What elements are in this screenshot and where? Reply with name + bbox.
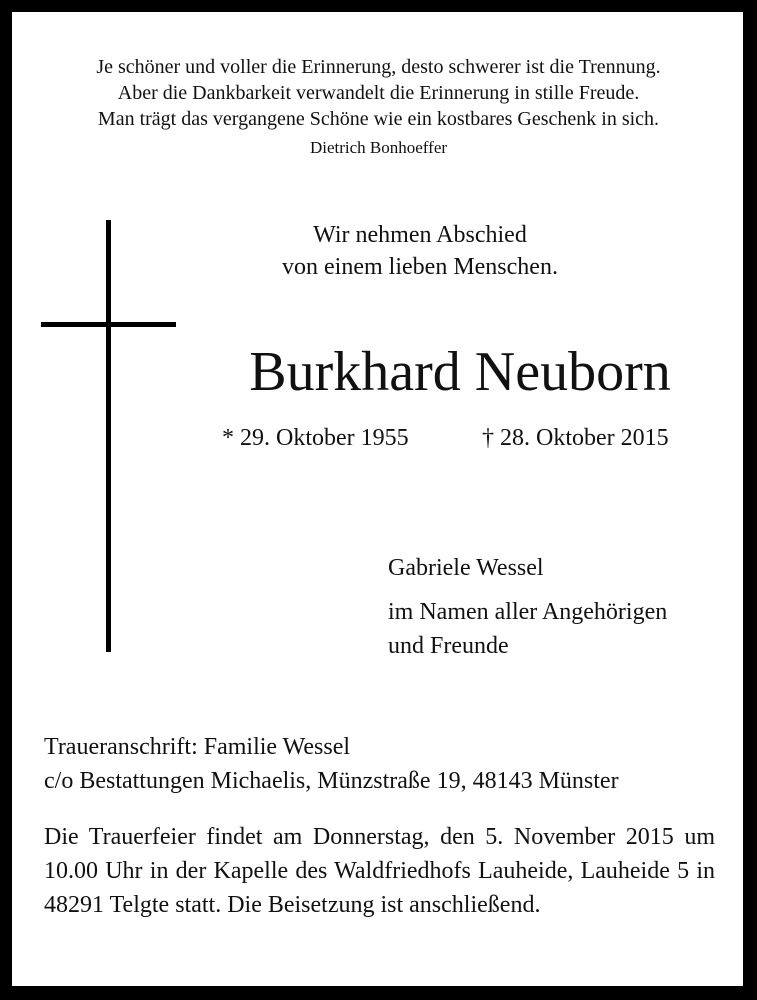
mourning-address bbox=[44, 730, 619, 798]
deceased-name: Burkhard Neuborn bbox=[249, 341, 671, 403]
mourner-group bbox=[388, 595, 667, 663]
mourner-group-line-2: und Freunde bbox=[388, 633, 509, 659]
cross-icon-horizontal-bar bbox=[41, 322, 176, 327]
quote-line: Aber die Dankbarkeit verwandelt die Erinnerung in stille Freude. bbox=[117, 82, 640, 104]
cross-icon-vertical-bar bbox=[106, 220, 111, 652]
quote-line: Man trägt das vergangene Schöne wie ein kostbares Geschenk in sich. bbox=[97, 108, 660, 130]
address-line-2: c/o Bestattungen Michaelis, Münzstraße 19, 48143 Münster bbox=[44, 768, 619, 794]
funeral-service-info: Die Trauerfeier findet am Donnerstag, den 5. November 2015 um 10.00 Uhr in der Kapelle des Waldfriedhofs Lauheide, Lauheide 5 in 48291 Telgte statt. Die Beisetzung ist anschließend. bbox=[44, 824, 715, 918]
intro-line-2: von einem lieben Menschen. bbox=[282, 254, 558, 280]
bonhoeffer-quote bbox=[0, 54, 757, 164]
birth-date: * 29. Oktober 1955 bbox=[222, 425, 409, 451]
intro-line-1: Wir nehmen Abschied bbox=[313, 222, 527, 248]
quote-line: Je schöner und voller die Erinnerung, desto schwerer ist die Trennung. bbox=[96, 56, 661, 78]
quote-author: Dietrich Bonhoeffer bbox=[309, 138, 448, 157]
farewell-intro bbox=[255, 219, 585, 283]
mourner-name: Gabriele Wessel bbox=[388, 555, 544, 581]
mourner-group-line-1: im Namen aller Angehörigen bbox=[388, 599, 668, 625]
address-line-1: Traueranschrift: Familie Wessel bbox=[44, 734, 351, 760]
death-date: † 28. Oktober 2015 bbox=[482, 425, 669, 451]
